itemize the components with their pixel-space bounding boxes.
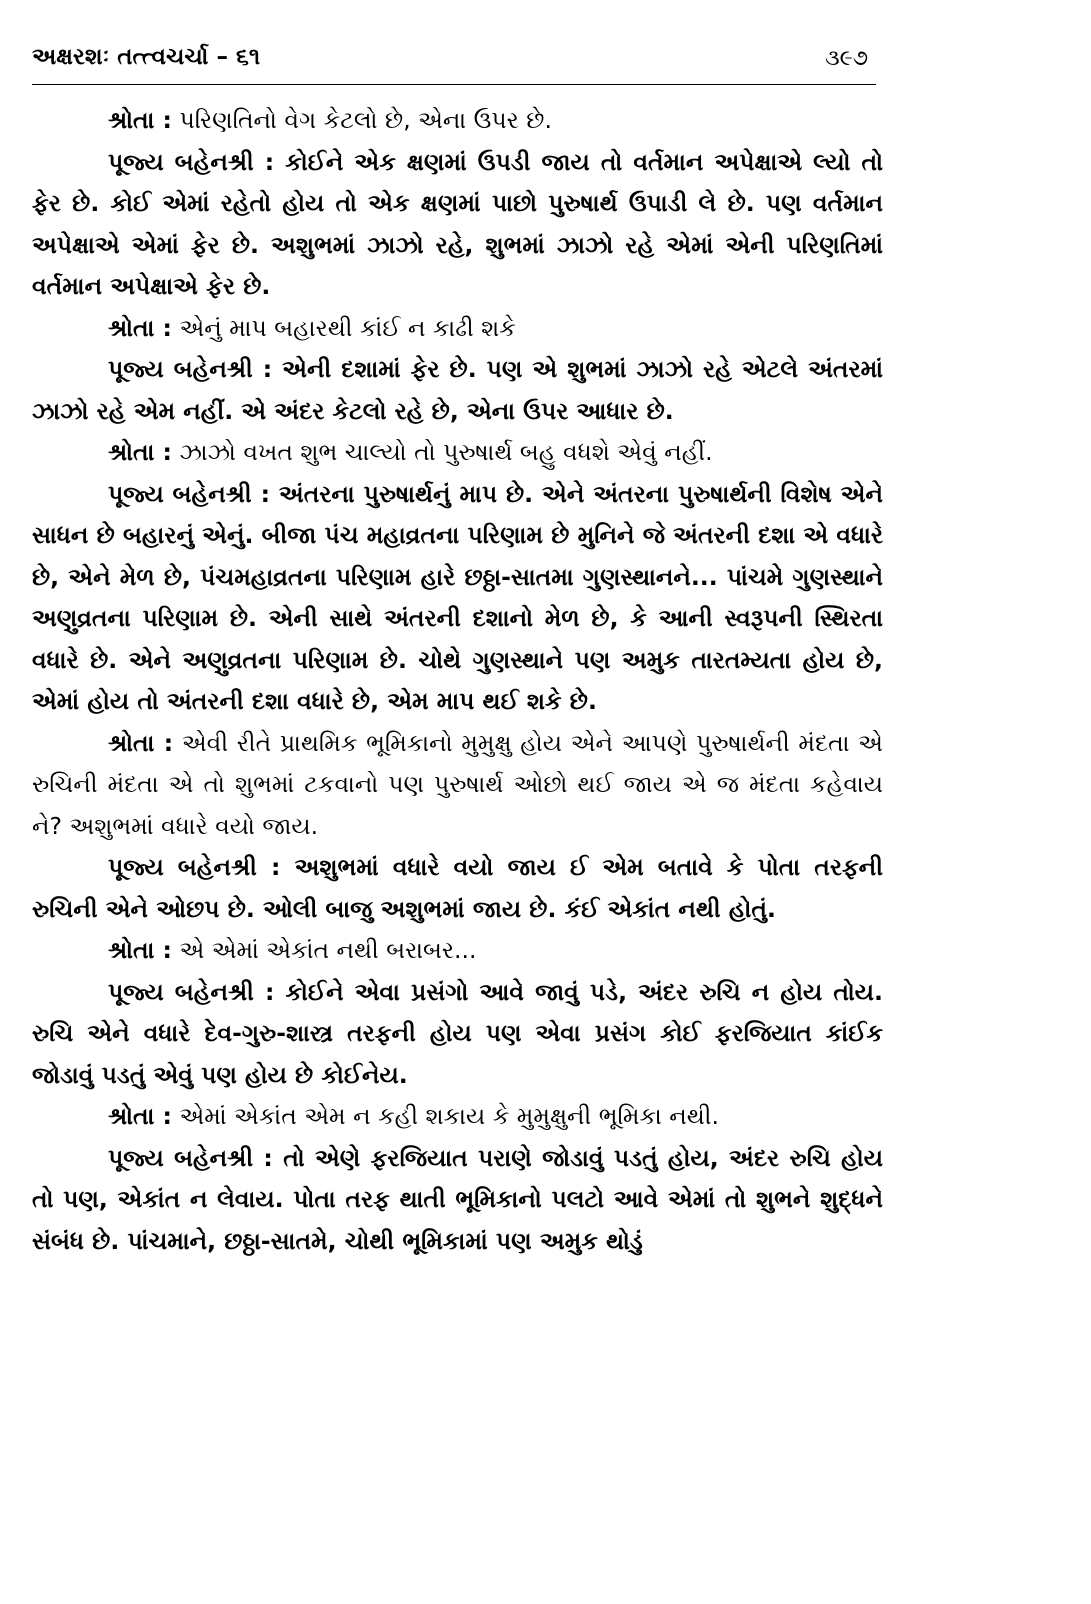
dialogue-text: અશુભમાં વધારે વયો જાય ઈ એમ બતાવે કે પોતા તરફની રુચિની એને ઓછપ છે. ઓલી બાજુ અશુભમાં જાય છે. કંઈ એકાંત નથી હોતું. xyxy=(32,853,884,923)
dialogue-text: તો એણે ફરજિયાત પરાણે જોડાવું પડતું હોય, અંદર રુચિ હોય તો પણ, એકાંત ન લેવાય. પોતા તરફ થાતી ભૂમિકાનો પલટો આવે એમાં તો શુભને શુદ્ધને સંબંધ છે. પાંચમાને, છઠ્ઠા-સાતમે, ચોથી ભૂમિકામાં પણ અમુક થોડું xyxy=(32,1143,883,1255)
dialogue-text: કોઈને એક ક્ષણમાં ઉપડી જાય તો વર્તમાન અપેક્ષાએ લ્યો તો ફેર છે. કોઈ એમાં રહેતો હોય તો એક ક્ષણમાં પાછો પુરુષાર્થ ઉપાડી લે છે. પણ વર્તમાન અપેક્ષાએ એમાં ફેર છે. અશુભમાં ઝાઝો રહે, શુભમાં ઝાઝો રહે એમાં એની પરિણતિમાં વર્તમાન અપેક્ષાએ ફેર છે. xyxy=(32,147,884,300)
dialogue-paragraph xyxy=(32,432,883,474)
dialogue-paragraph xyxy=(32,723,883,848)
dialogue-paragraph xyxy=(32,100,883,142)
page-body xyxy=(32,100,883,1262)
speaker-label: શ્રોતા : xyxy=(108,1102,172,1130)
dialogue-text: એવી રીતે પ્રાથમિક ભૂમિકાનો મુમુક્ષુ હોય એને આપણે પુરુષાર્થની મંદતા એ રુચિની મંદતા એ તો શુભમાં ટકવાનો પણ પુરુષાર્થ ઓછો થઈ જાય એ જ મંદતા કહેવાય ને? અશુભમાં વધારે વયો જાય. xyxy=(32,728,883,840)
dialogue-paragraph xyxy=(32,308,883,350)
dialogue-text: એ એમાં એકાંત નથી બરાબર... xyxy=(179,936,477,964)
speaker-label: શ્રોતા : xyxy=(108,438,172,466)
dialogue-text: ઝાઝો વખત શુભ ચાલ્યો તો પુરુષાર્થ બહુ વધશે એવું નહીં. xyxy=(179,438,713,466)
speaker-label: પૂજ્ય બહેનશ્રી : xyxy=(108,853,281,881)
dialogue-paragraph xyxy=(32,930,883,972)
page-header xyxy=(32,44,876,85)
dialogue-paragraph xyxy=(32,1138,883,1263)
speaker-label: પૂજ્ય બહેનશ્રી : xyxy=(108,977,275,1006)
page-number: ૩૯૭ xyxy=(825,46,868,71)
dialogue-paragraph xyxy=(32,474,883,723)
speaker-label: શ્રોતા : xyxy=(108,728,174,757)
dialogue-text: એનું માપ બહારથી કાંઈ ન કાઢી શકે xyxy=(179,313,516,342)
dialogue-text: કોઈને એવા પ્રસંગો આવે જાવું પડે, અંદર રુચિ ન હોય તોય. રુચિ એને વધારે દેવ-ગુરુ-શાસ્ત્ર તરફની હોય પણ એવા પ્રસંગ કોઈ ફરજિયાત કાંઈક જોડાવું પડતું એવું પણ હોય છે કોઈનેય. xyxy=(32,977,883,1089)
dialogue-text: પરિણતિનો વેગ કેટલો છે, એના ઉપર છે. xyxy=(179,106,552,134)
speaker-label: શ્રોતા : xyxy=(108,936,172,964)
speaker-label: શ્રોતા : xyxy=(108,106,172,134)
speaker-label: શ્રોતા : xyxy=(108,313,172,342)
speaker-label: પૂજ્ય બહેનશ્રી : xyxy=(108,355,273,383)
dialogue-text: એની દશામાં ફેર છે. પણ એ શુભમાં ઝાઝો રહે એટલે અંતરમાં ઝાઝો રહે એમ નહીં. એ અંદર કેટલો રહે છે, એના ઉપર આધાર છે. xyxy=(32,355,883,425)
dialogue-text: અંતરના પુરુષાર્થનું માપ છે. એને અંતરના પુરુષાર્થની વિશેષ એને સાધન છે બહારનું એનું. બીજા પંચ મહાવ્રતના પરિણામ છે મુનિને જે અંતરની દશા એ વધારે છે, એને મેળ છે, પંચમહાવ્રતના પરિણામ હારે છઠ્ઠા-સાતમા ગુણસ્થાનને... પાંચમે ગુણસ્થાને અણુવ્રતના પરિણામ છે. એની સાથે અંતરની દશાનો મેળ છે, કે આની સ્વરૂપની સ્થિરતા વધારે છે. એને અણુવ્રતના પરિણામ છે. ચોથે ગુણસ્થાને પણ અમુક તારતમ્યતા હોય છે, એમાં હોય તો અંતરની દશા વધારે છે, એમ માપ થઈ શકે છે. xyxy=(32,479,883,715)
speaker-label: પૂજ્ય બહેનશ્રી : xyxy=(108,147,275,176)
dialogue-paragraph xyxy=(32,972,883,1097)
dialogue-text: એમાં એકાંત એમ ન કહી શકાય કે મુમુક્ષુની ભૂમિકા નથી. xyxy=(179,1102,719,1130)
running-title: અક્ષરશઃ તત્ત્વચર્ચા – ૬૧ xyxy=(32,44,261,70)
speaker-label: પૂજ્ય બહેનશ્રી : xyxy=(108,479,270,508)
speaker-label: પૂજ્ય બહેનશ્રી : xyxy=(108,1143,273,1172)
dialogue-paragraph xyxy=(32,142,883,308)
dialogue-paragraph xyxy=(32,349,883,432)
dialogue-paragraph xyxy=(32,1096,883,1138)
dialogue-paragraph xyxy=(32,847,883,930)
